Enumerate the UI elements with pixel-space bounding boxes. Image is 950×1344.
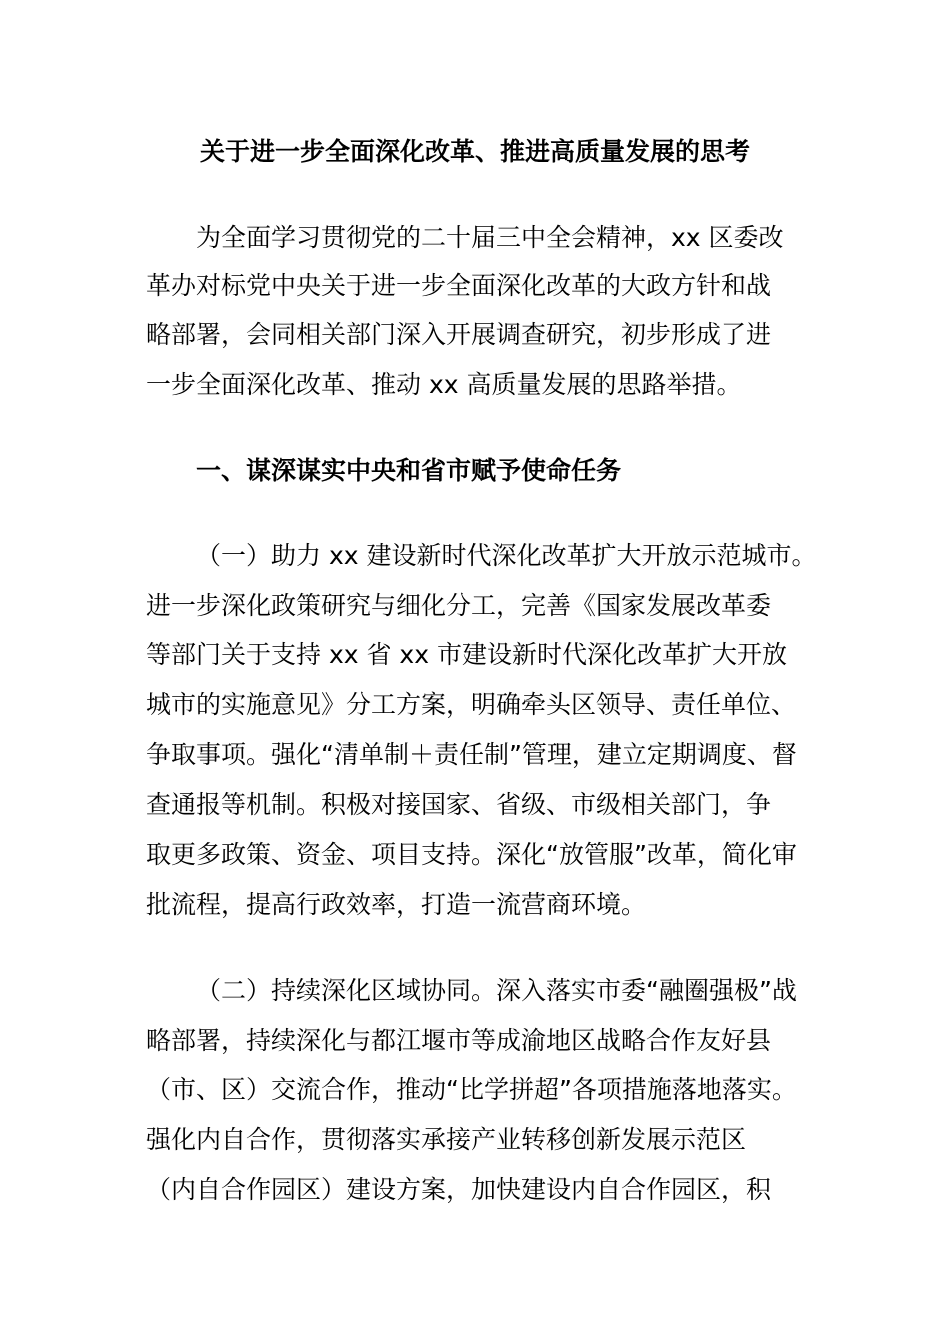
body-line: 城市的实施意见》分工方案，明确牵头区领导、责任单位、 xyxy=(146,690,797,719)
body-line: 争取事项。强化“清单制＋责任制”管理，建立定期调度、督 xyxy=(146,740,797,769)
body-line: （内自合作园区）建设方案，加快建设内自合作园区，积 xyxy=(146,1175,772,1204)
intro-line: 革办对标党中央关于进一步全面深化改革的大政方针和战 xyxy=(146,271,772,300)
body-line: （市、区）交流合作，推动“比学拼超”各项措施落地落实。 xyxy=(146,1075,797,1104)
body-line: 查通报等机制。积极对接国家、省级、市级相关部门，争 xyxy=(146,790,772,819)
body-line: （二）持续深化区域协同。深入落实市委“融圈强极”战 xyxy=(196,976,797,1005)
body-line: 等部门关于支持 xx 省 xx 市建设新时代深化改革扩大开放 xyxy=(146,640,787,669)
intro-line: 为全面学习贯彻党的二十届三中全会精神，xx 区委改 xyxy=(196,223,784,252)
body-line: 强化内自合作，贯彻落实承接产业转移创新发展示范区 xyxy=(146,1125,747,1154)
body-line: 批流程，提高行政效率，打造一流营商环境。 xyxy=(146,890,647,919)
intro-line: 略部署，会同相关部门深入开展调查研究，初步形成了进 xyxy=(146,320,772,349)
body-line: （一）助力 xx 建设新时代深化改革扩大开放示范城市。 xyxy=(196,541,817,570)
intro-line: 一步全面深化改革、推动 xx 高质量发展的思路举措。 xyxy=(146,370,742,399)
section-heading: 一、谋深谋实中央和省市赋予使命任务 xyxy=(196,456,622,485)
body-line: 进一步深化政策研究与细化分工，完善《国家发展改革委 xyxy=(146,591,772,620)
body-line: 略部署，持续深化与都江堰市等成渝地区战略合作友好县 xyxy=(146,1026,772,1055)
body-line: 取更多政策、资金、项目支持。深化“放管服”改革，简化审 xyxy=(146,840,797,869)
document-title: 关于进一步全面深化改革、推进高质量发展的思考 xyxy=(199,137,750,166)
